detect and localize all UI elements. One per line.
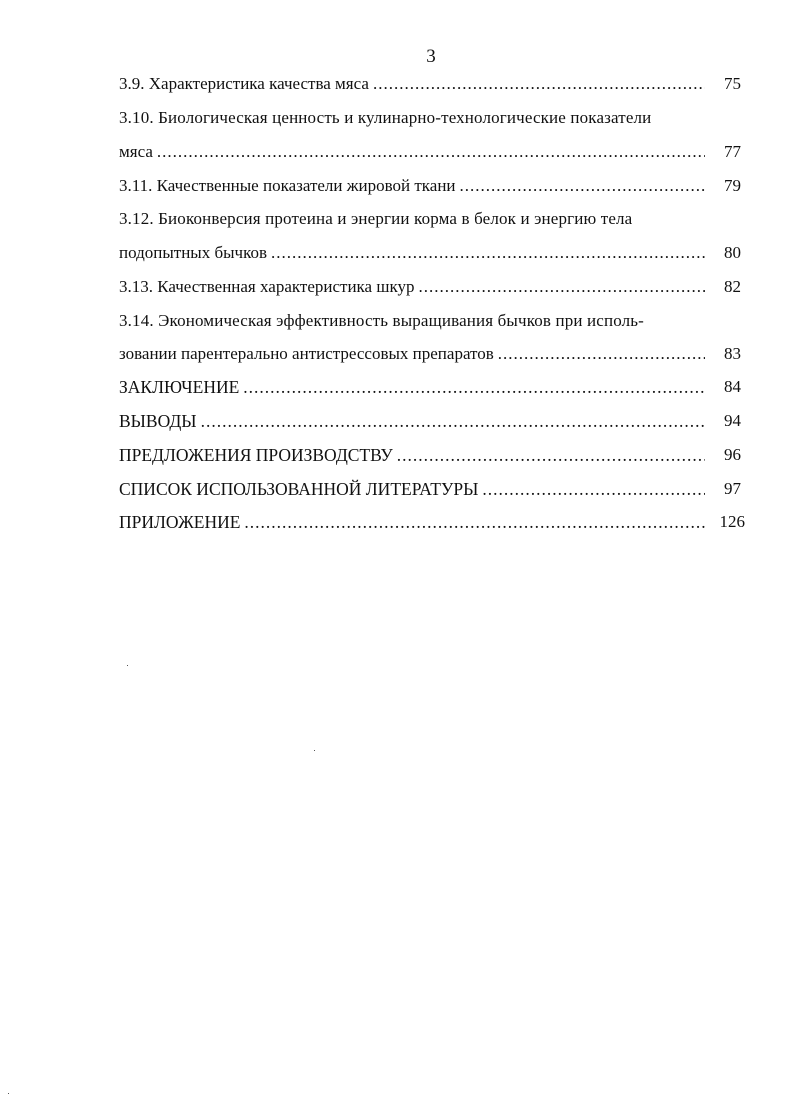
toc-entry-3-9 [119,74,705,94]
toc-entry-3-12-cont [119,243,705,263]
toc-entry-references [119,479,705,499]
toc-entry-3-13 [119,277,705,297]
toc-entry-title: зовании парентерально антистрессовых препаратов [119,344,494,363]
page-number: 3 [426,46,436,67]
toc-entry-title: подопытных бычков [119,243,268,262]
toc-leader-dots [243,377,705,397]
toc-entry-title: 3.14. Экономическая эффективность выращивания бычков при исполь- [119,311,644,330]
toc-leader-dots [157,142,705,162]
toc-entry-page: 83 [724,344,741,363]
toc-leader-dots [418,277,705,297]
toc-entry-page: 96 [724,445,741,464]
toc-entry-conclusion [119,377,705,397]
toc-entry-page: 82 [724,277,741,296]
toc-entry-title: ВЫВОДЫ [119,411,197,431]
toc-entry-3-10-cont [119,142,705,162]
scan-speck [314,750,315,751]
toc-entry-appendix [119,512,705,532]
scan-speck [8,1093,9,1094]
toc-entry-title: 3.9. Характеристика качества мяса [119,74,369,93]
toc-leader-dots [498,344,705,364]
toc-entry-title: 3.11. Качественные показатели жировой ткани [119,176,456,195]
toc-entry-page: 77 [724,142,741,161]
toc-leader-dots [244,512,705,532]
toc-entry-3-12 [119,209,705,229]
toc-entry-3-14 [119,311,705,331]
toc-entry-proposals [119,445,705,465]
toc-entry-findings [119,411,705,431]
toc-entry-page: 80 [724,243,741,262]
toc-leader-dots [271,243,705,263]
toc-entry-title: ПРИЛОЖЕНИЕ [119,512,241,532]
toc-entry-title: 3.13. Качественная характеристика шкур [119,277,415,296]
toc-leader-dots [460,176,705,196]
toc-entry-page: 79 [724,176,741,195]
toc-entry-title: СПИСОК ИСПОЛЬЗОВАННОЙ ЛИТЕРАТУРЫ [119,479,479,499]
scan-speck [127,665,128,666]
toc-entry-title: 3.12. Биоконверсия протеина и энергии корма в белок и энергию тела [119,209,633,228]
toc-entry-title: мяса [119,142,153,161]
toc-entry-3-11 [119,176,705,196]
toc-entry-page: 97 [724,479,741,498]
toc-leader-dots [201,411,705,431]
toc-entry-page: 75 [724,74,741,93]
toc-entry-title: ПРЕДЛОЖЕНИЯ ПРОИЗВОДСТВУ [119,445,393,465]
toc-entry-title: 3.10. Биологическая ценность и кулинарно-технологические показатели [119,108,652,127]
toc-entry-title: ЗАКЛЮЧЕНИЕ [119,377,240,397]
toc-entry-page: 94 [724,411,741,430]
toc-leader-dots [397,445,705,465]
toc-entry-3-14-cont [119,344,705,364]
toc-entry-page: 126 [719,512,745,531]
toc-leader-dots [373,74,705,94]
toc-leader-dots [482,479,705,499]
toc-entry-page: 84 [724,377,741,396]
toc-entry-3-10 [119,108,705,128]
